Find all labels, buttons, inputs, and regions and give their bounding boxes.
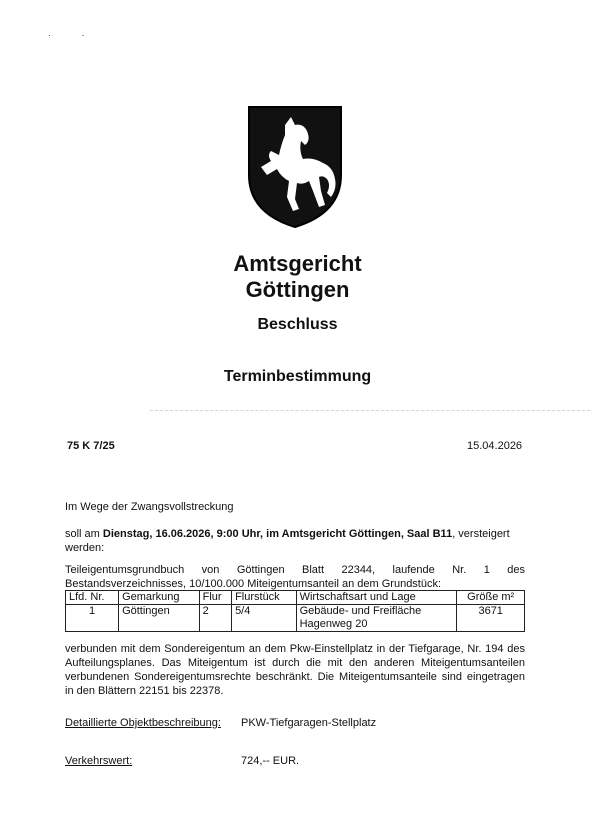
auction-text-post: , versteigert werden: [65, 528, 510, 554]
grundbuch-line-2: Bestandsverzeichnisses, 10/100.000 Miteigentumsanteil an dem Grundstück: [65, 578, 442, 590]
table-header-cell: Flur [199, 591, 231, 605]
table-header-cell: Lfd. Nr. [66, 591, 119, 605]
case-number: 75 K 7/25 [67, 440, 115, 452]
table-header-cell: Größe m² [457, 591, 525, 605]
scan-specks: · · [48, 30, 99, 40]
market-value-label: Verkehrswert: [65, 755, 133, 767]
coat-of-arms-horse-icon [247, 105, 343, 229]
court-name-line-1: Amtsgericht [233, 251, 362, 276]
table-header-row [66, 591, 525, 605]
table-cell-lage [296, 605, 457, 632]
divider [150, 410, 590, 411]
table-cell-flurstueck: 5/4 [232, 605, 297, 632]
property-table [65, 590, 525, 632]
table-cell-gemarkung: Göttingen [119, 605, 200, 632]
market-value-value: 724,-- EUR. [241, 755, 300, 767]
auction-date-bold: Dienstag, 16.06.2026, 9:00 Uhr, im Amtsgericht Göttingen, Saal B11 [102, 528, 453, 540]
lage-line-1: Gebäude- und Freifläche [299, 605, 422, 617]
grundbuch-line-1: Teileigentumsgrundbuch von Göttingen Blatt 22344, laufende Nr. 1 des [65, 564, 525, 576]
document-type: Beschluss [257, 316, 338, 333]
court-name-line-2: Göttingen [245, 277, 350, 302]
object-description-value: PKW-Tiefgaragen-Stellplatz [241, 717, 377, 729]
document-subject: Terminbestimmung [223, 368, 372, 385]
lage-line-2: Hagenweg 20 [299, 618, 368, 630]
auction-text-pre: soll am [65, 528, 103, 540]
auction-date-paragraph [65, 527, 525, 555]
table-row [66, 605, 525, 632]
table-cell-flur: 2 [199, 605, 231, 632]
table-cell-lfd: 1 [66, 605, 119, 632]
intro-text: Im Wege der Zwangsvollstreckung [65, 501, 234, 513]
table-header-cell: Gemarkung [119, 591, 200, 605]
document-date: 15.04.2026 [467, 440, 523, 452]
table-cell-groesse: 3671 [457, 605, 525, 632]
table-header-cell: Flurstück [232, 591, 297, 605]
table-header-cell: Wirtschaftsart und Lage [296, 591, 457, 605]
object-description-label: Detaillierte Objektbeschreibung: [65, 717, 221, 729]
sondereigentum-paragraph: verbunden mit dem Sondereigentum an dem Pkw-Einstellplatz in der Tiefgarage, Nr. 194 des Aufteilungsplanes. Das Miteigentum ist durch die mit den anderen Miteigentumsanteilen verbundenen Sondereigentumsrechte beschränkt. Die Miteigentumsanteile sind eingetragen in den Blättern 22151 bis 22378. [65, 643, 525, 697]
